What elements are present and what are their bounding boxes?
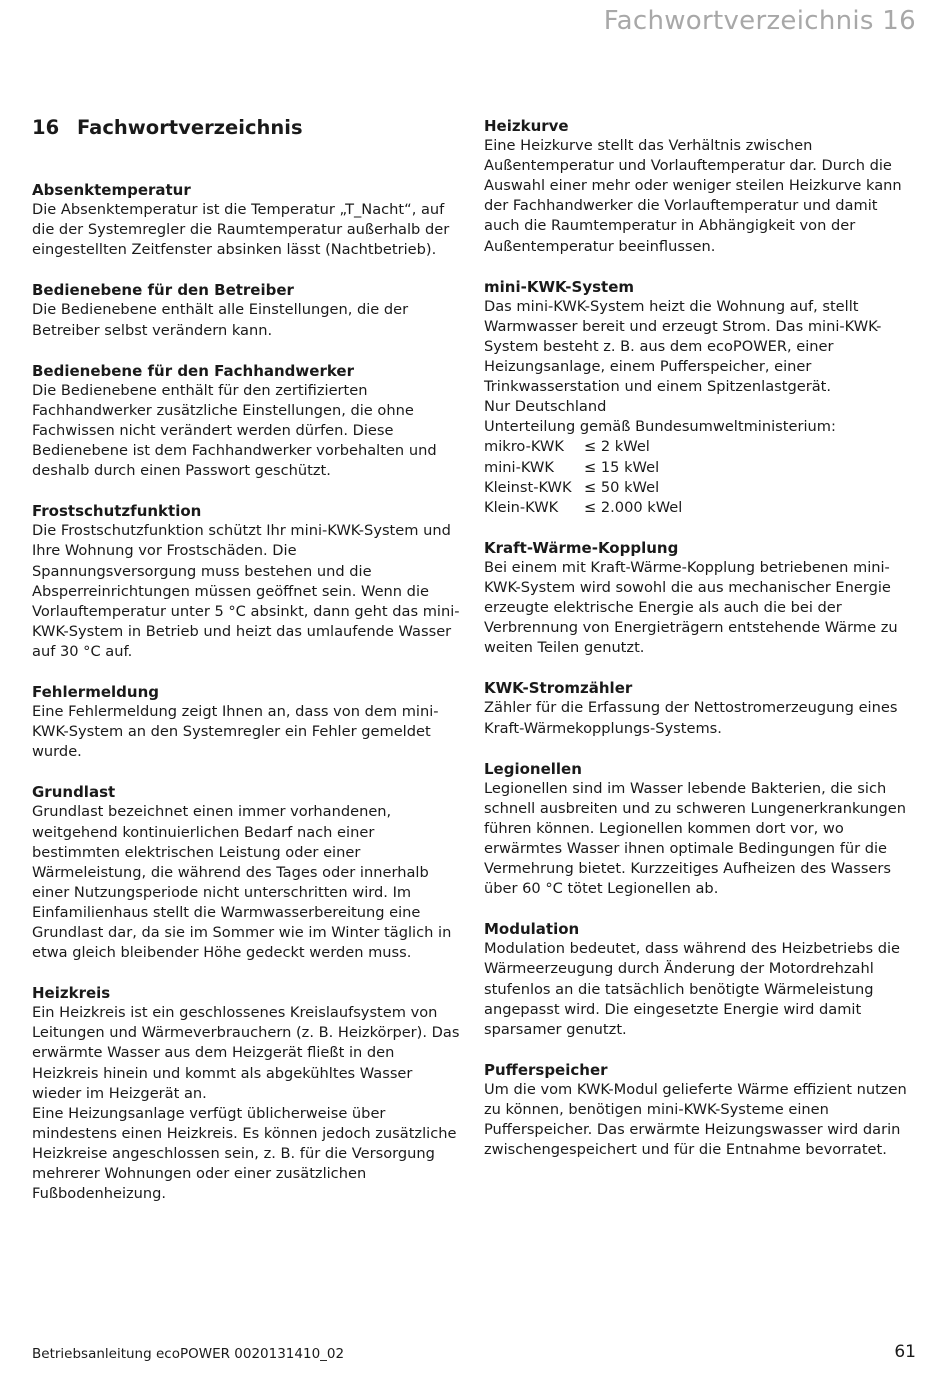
glossary-term: Bedienebene für den Fachhandwerker (32, 361, 354, 380)
glossary-paragraph: Zähler für die Erfassung der Nettostromerzeugung eines Kraft-Wärmekopplungs-Systems. (484, 699, 898, 737)
glossary-entry (32, 180, 464, 260)
glossary-paragraph: Eine Heizungsanlage verfügt üblicherweise über mindestens einen Heizkreis. Es können jedoch zusätzliche Heizkreise angeschlossen sein, z. B. für die Versorgung mehrerer Wohnungen oder einer zusätzlichen Fußbodenheizung. (32, 1104, 457, 1203)
glossary-paragraph: Nur Deutschland (484, 398, 607, 416)
chapter-title: Fachwortverzeichnis (77, 116, 303, 139)
glossary-paragraph: Die Bedienebene enthält für den zertifizierten Fachhandwerker zusätzliche Einstellungen, die ohne Fachwissen nicht verändert werden dürfen. Diese Bedienebene ist dem Fachhandwerker vorbehalten und deshalb durch einen Passwort geschützt. (32, 381, 437, 480)
glossary-entry (484, 116, 916, 257)
glossary-paragraph: Modulation bedeutet, dass während des Heizbetriebs die Wärmeerzeugung durch Änderung der Motordrehzahl stufenlos an die tatsächlich benötigte Wärmeleistung angepasst wird. Die eingesetzte Energie wird damit sparsamer genutzt. (484, 940, 901, 1038)
glossary-paragraph: Die Bedienebene enthält alle Einstellungen, die der Betreiber selbst verändern kann. (32, 301, 409, 339)
glossary-term: Fehlermeldung (32, 682, 159, 701)
glossary-entry (484, 919, 916, 1040)
table-cell-value: ≤ 2 kWel (584, 438, 650, 456)
glossary-paragraph: Die Frostschutzfunktion schützt Ihr mini-KWK-System und Ihre Wohnung vor Frostschäden. Die Spannungsversorgung muss bestehen und die Absperreinrichtungen müssen geöffnet sein. Wenn die Vorlauftemperatur unter 5 °C absinkt, dann geht das mini-KWK-System in Betrieb und heizt das umlaufende Wasser auf 30 °C auf. (32, 522, 460, 660)
glossary-paragraph: Eine Fehlermeldung zeigt Ihnen an, dass von dem mini-KWK-System an den Systemregler ein Fehler gemeldet wurde. (32, 703, 439, 761)
glossary-list-right-b (484, 538, 916, 1161)
glossary-entry (484, 277, 916, 518)
glossary-term: Kraft-Wärme-Kopplung (484, 538, 679, 557)
glossary-term: KWK-Stromzähler (484, 679, 633, 698)
table-cell-class: Klein-KWK (484, 498, 559, 516)
glossary-term: Legionellen (484, 759, 582, 778)
glossary-entry (32, 782, 464, 963)
glossary-term: Absenktemperatur (32, 181, 191, 199)
glossary-term: Grundlast (32, 783, 116, 802)
glossary-term: Modulation (484, 920, 580, 939)
table-cell-value: ≤ 2.000 kWel (584, 498, 683, 516)
glossary-entry (484, 678, 916, 738)
glossary-term: Heizkurve (484, 117, 569, 135)
glossary-paragraph: Um die vom KWK-Modul gelieferte Wärme effizient nutzen zu können, benötigen mini-KWK-Systeme einen Pufferspeicher. Das erwärmte Heizungswasser wird darin zwischengespeichert und für die Entnahme bevorratet. (484, 1080, 907, 1159)
glossary-entry (32, 280, 464, 340)
glossary-term: Heizkreis (32, 984, 111, 1003)
table-cell-value: ≤ 15 kWel (584, 458, 660, 476)
glossary-paragraph: Legionellen sind im Wasser lebende Bakterien, die sich schnell ausbreiten und zu schweren Lungenerkrankungen führen können. Legionellen kommen dort vor, wo erwärmtes Wasser ihnen optimale Bedingungen für die Vermehrung bietet. Kurzzeitiges Aufheizen des Wassers über 60 °C tötet Legionellen ab. (484, 779, 906, 898)
glossary-entry (32, 983, 464, 1204)
left-column (32, 112, 464, 1224)
table-cell-value: ≤ 50 kWel (584, 478, 660, 496)
glossary-paragraph: Bei einem mit Kraft-Wärme-Kopplung betriebenen mini-KWK-System wird sowohl die aus mechanischer Energie erzeugte elektrische Energie als auch die bei der Verbrennung von Energieträgern entstehende Wärme zu weiten Teilen genutzt. (484, 558, 898, 657)
table-row (484, 498, 916, 518)
page-number: 61 (894, 1342, 916, 1362)
table-row (484, 478, 916, 498)
table-cell-class: mikro-KWK (484, 438, 564, 456)
chapter-number: 16 (32, 116, 60, 139)
right-column (484, 112, 916, 1180)
chapter-heading (32, 114, 464, 142)
glossary-entry (32, 501, 464, 662)
table-row (484, 458, 916, 478)
kwk-classification-table (484, 437, 916, 517)
footer-document-title: Betriebsanleitung ecoPOWER 0020131410_02 (32, 1346, 345, 1362)
glossary-entry (32, 682, 464, 762)
glossary-term: Pufferspeicher (484, 1060, 608, 1079)
glossary-paragraph: Das mini-KWK-System heizt die Wohnung auf, stellt Warmwasser bereit und erzeugt Strom. Das mini-KWK-System besteht z. B. aus dem ecoPOWER, einer Heizungsanlage, einem Pufferspeicher, einer Trinkwasserstation und einem Spitzenlastgerät. (484, 297, 882, 396)
glossary-list-right-a (484, 116, 916, 257)
glossary-paragraph: Die Absenktemperatur ist die Temperatur „T_Nacht“, auf die der Systemregler die Raumtemperatur außerhalb der eingestellten Zeitfenster absinken lässt (Nachtbetrieb). (32, 201, 450, 259)
table-cell-class: mini-KWK (484, 458, 554, 476)
table-row (484, 437, 916, 457)
glossary-entry (32, 361, 464, 482)
running-header: Fachwortverzeichnis 16 (603, 6, 916, 36)
glossary-paragraph: Unterteilung gemäß Bundesumweltministerium: (484, 418, 836, 436)
glossary-entry (484, 759, 916, 900)
glossary-paragraph: Ein Heizkreis ist ein geschlossenes Kreislaufsystem von Leitungen und Wärmeverbrauchern (z. B. Heizkörper). Das erwärmte Wasser aus dem Heizgerät fließt in den Heizkreis hinein und kommt als abgekühltes Wasser wieder im Heizgerät an. (32, 1004, 460, 1102)
table-cell-class: Kleinst-KWK (484, 478, 572, 496)
glossary-paragraph: Eine Heizkurve stellt das Verhältnis zwischen Außentemperatur und Vorlauftemperatur dar. Durch die Auswahl einer mehr oder weniger steilen Heizkurve kann der Fachhandwerker die Vorlauftemperatur und damit auch die Raumtemperatur in Abhängigkeit von der Außentemperatur beeinflussen. (484, 137, 902, 255)
glossary-entry (484, 1060, 916, 1160)
glossary-list-left (32, 180, 464, 1204)
glossary-term: Frostschutzfunktion (32, 502, 202, 521)
glossary-entry (484, 538, 916, 659)
glossary-term: mini-KWK-System (484, 277, 635, 296)
glossary-term: Bedienebene für den Betreiber (32, 281, 294, 300)
glossary-paragraph: Grundlast bezeichnet einen immer vorhandenen, weitgehend kontinuierlichen Bedarf nach einer bestimmten elektrischen Leistung oder einer Wärmeleistung, die während des Tages oder innerhalb einer Nutzungsperiode nicht unterschritten wird. Im Einfamilienhaus stellt die Warmwasserbereitung eine Grundlast dar, da sie im Sommer wie im Winter täglich in etwa gleich bleibender Höhe gedeckt werden muss. (32, 803, 452, 962)
